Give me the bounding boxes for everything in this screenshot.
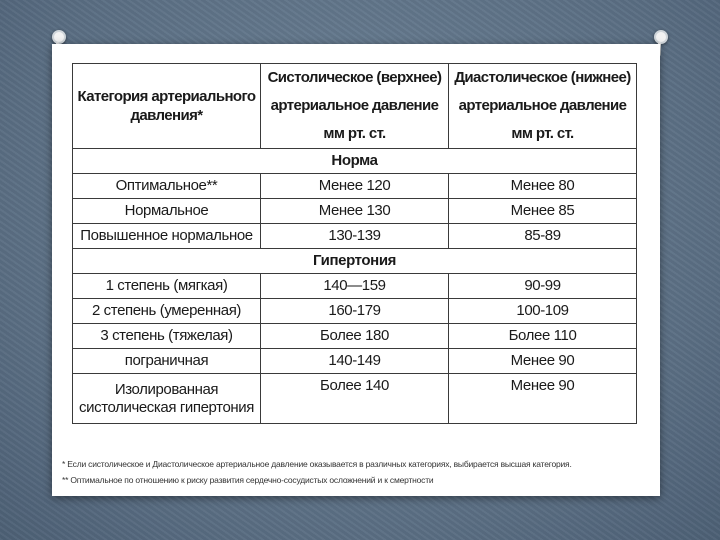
systolic-cell: Более 180 xyxy=(261,324,449,349)
diastolic-cell: 90-99 xyxy=(449,274,637,299)
systolic-cell: 140-149 xyxy=(261,349,449,374)
table-row xyxy=(73,324,637,349)
systolic-cell: 130-139 xyxy=(261,224,449,249)
table-row xyxy=(73,174,637,199)
footnote: * Если систолическое и Диастолическое артериальное давление оказывается в различных категориях, выбирается высшая категория. xyxy=(62,459,572,469)
category-cell: 1 степень (мягкая) xyxy=(73,274,261,299)
table-row xyxy=(73,274,637,299)
slide-content xyxy=(60,56,648,494)
category-cell: Изолированная систолическая гипертония xyxy=(73,374,261,424)
footnote: ** Оптимальное по отношению к риску развития сердечно-сосудистых осложнений и к смертности xyxy=(62,475,434,485)
header-diastolic: Диастолическое (нижнее) артериальное давление мм рт. ст. xyxy=(449,64,637,149)
diastolic-cell: Менее 85 xyxy=(449,199,637,224)
section-row-hypertension xyxy=(73,249,637,274)
diastolic-cell: Менее 80 xyxy=(449,174,637,199)
pushpin-icon xyxy=(52,30,66,44)
category-cell: Оптимальное** xyxy=(73,174,261,199)
section-title: Гипертония xyxy=(73,249,637,274)
diastolic-cell: 85-89 xyxy=(449,224,637,249)
category-cell: 3 степень (тяжелая) xyxy=(73,324,261,349)
systolic-cell: Более 140 xyxy=(261,374,449,424)
diastolic-cell: Менее 90 xyxy=(449,374,637,424)
diastolic-cell: Более 110 xyxy=(449,324,637,349)
diastolic-cell: 100-109 xyxy=(449,299,637,324)
systolic-cell: 160-179 xyxy=(261,299,449,324)
pushpin-icon xyxy=(654,30,668,44)
systolic-cell: 140—159 xyxy=(261,274,449,299)
table-row xyxy=(73,224,637,249)
table-row xyxy=(73,349,637,374)
table-row xyxy=(73,299,637,324)
header-systolic: Систолическое (верхнее) артериальное давление мм рт. ст. xyxy=(261,64,449,149)
diastolic-cell: Менее 90 xyxy=(449,349,637,374)
systolic-cell: Менее 120 xyxy=(261,174,449,199)
category-cell: Нормальное xyxy=(73,199,261,224)
category-cell: 2 степень (умеренная) xyxy=(73,299,261,324)
table-row xyxy=(73,374,637,424)
header-category: Категория артериального давления* xyxy=(73,64,261,149)
systolic-cell: Менее 130 xyxy=(261,199,449,224)
table-row xyxy=(73,199,637,224)
section-title: Норма xyxy=(73,149,637,174)
footnotes xyxy=(62,456,646,488)
table-header-row xyxy=(73,64,637,149)
category-cell: Повышенное нормальное xyxy=(73,224,261,249)
category-cell: пограничная xyxy=(73,349,261,374)
blood-pressure-table xyxy=(72,63,637,424)
section-row-norm xyxy=(73,149,637,174)
